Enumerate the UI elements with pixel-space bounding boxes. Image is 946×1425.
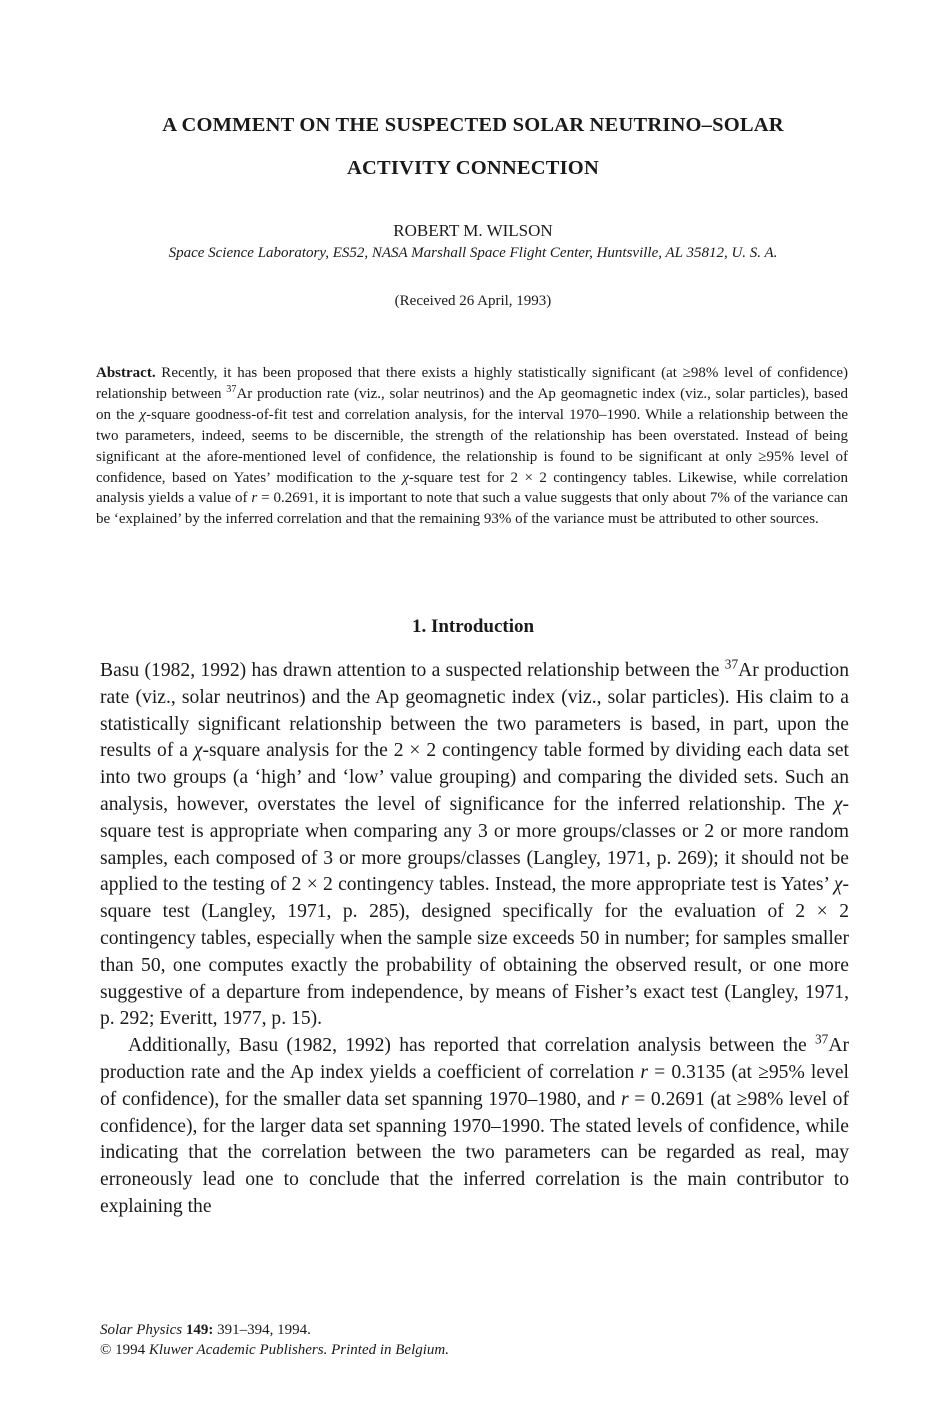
paragraph-text: -square analysis for the 2 × 2 contingency table formed by dividing each data set into two groups (a ‘high’ and ‘low’ value grouping) and comparing the divided sets. Such an analysis, however, overstates the level of significance for the inferred relationship. The — [100, 740, 849, 815]
abstract-text: -square goodness-of-fit test and correlation analysis, for the interval 1970–1990. While a relationship between the two parameters, indeed, seems to be discernible, the strength of the relationship has been overstated. Instead of being significant at the afore-mentioned level of confidence, the relationship is found to be significant at only ≥95% level of confidence, based on Yates’ modification to the — [96, 406, 848, 486]
paragraph-text: = 0.3135 (at ≥95% level of confidence), for the smaller data set spanning 1970–1980, and — [100, 1061, 849, 1110]
paragraph-2 — [100, 1033, 849, 1221]
publisher-name: Kluwer Academic Publishers. Printed in Belgium. — [148, 1342, 450, 1358]
journal-pages: 391–394, 1994. — [213, 1322, 311, 1338]
superscript: 37 — [815, 1031, 829, 1047]
paragraph-text: Ar production rate (viz., solar neutrinos) and the Ap geomagnetic index (viz., solar particles). His claim to a statistically significant relationship between the two parameters is based, in part, upon the results of a — [100, 660, 849, 762]
superscript: 37 — [724, 656, 739, 672]
paragraph-text: -square test (Langley, 1971, p. 285), designed specifically for the evaluation of 2 × 2 contingency tables, especially when the sample size exceeds 50 in number; for samples smaller than 50, one computes exactly the probability of obtaining the observed result, or one more suggestive of a departure from independence, by means of Fisher’s exact test (Langley, 1971, p. 292; Everitt, 1977, p. 15). — [100, 874, 849, 1030]
paragraph-text: Ar production rate and the Ap index yields a coefficient of correlation — [100, 1035, 849, 1083]
variable-r: r — [640, 1061, 649, 1083]
section-heading: 1. Introduction — [411, 616, 535, 637]
chi-symbol: χ — [833, 874, 843, 896]
page-footer — [100, 1320, 800, 1360]
superscript: 37 — [226, 383, 237, 395]
chi-symbol: χ — [833, 793, 843, 815]
abstract-text: = 0.2691, it is important to note that such a value suggests that only about 7% of the variance can be ‘explained’ by the inferred correlation and that the remaining 93% of the variance must be attributed to other sources. — [96, 490, 848, 528]
copyright-symbol: © 1994 — [100, 1342, 149, 1358]
variable-r: r — [620, 1088, 629, 1110]
abstract-text: -square test for 2 × 2 contingency tables. Likewise, while correlation analysis yields a value of — [96, 469, 848, 507]
abstract — [96, 363, 848, 530]
abstract-text: Recently, it has been proposed that there exists a highly statistically significant (at ≥98% level of confidence) relationship between — [96, 365, 848, 402]
chi-symbol: χ — [193, 740, 203, 762]
paragraph-1 — [100, 658, 849, 1033]
variable-r: r — [251, 490, 258, 507]
author-affiliation: Space Science Laboratory, ES52, NASA Marshall Space Flight Center, Huntsville, AL 35812, U. S. A. — [168, 245, 778, 261]
copyright-line — [100, 1340, 800, 1360]
paragraph-text: Basu (1982, 1992) has drawn attention to a suspected relationship between the — [100, 660, 725, 681]
citation-line — [100, 1320, 800, 1340]
received-date: (Received 26 April, 1993) — [394, 293, 552, 309]
title-line-2: ACTIVITY CONNECTION — [347, 157, 599, 179]
journal-name: Solar Physics — [100, 1322, 183, 1338]
paragraph-text: -square test is appropriate when comparing any 3 or more groups/classes or 2 or more random samples, each composed of 3 or more groups/classes (Langley, 1971, p. 269); it should not be applied to the testing of 2 × 2 contingency tables. Instead, the more appropriate test is Yates’ — [100, 793, 849, 896]
paper-title — [60, 104, 886, 190]
paragraph-text: = 0.2691 (at ≥98% level of confidence), for the larger data set spanning 1970–1990. The stated levels of confidence, while indicating that the correlation between the two parameters can be regarded as real, may erroneously lead one to conclude that the inferred correlation is the main contributor to explaining the — [100, 1088, 850, 1217]
journal-volume: 149: — [182, 1322, 214, 1338]
chi-symbol: χ — [402, 469, 409, 486]
title-line-1: A COMMENT ON THE SUSPECTED SOLAR NEUTRINO–SOLAR — [162, 114, 784, 136]
abstract-text: Ar production rate (viz., solar neutrinos) and the Ap geomagnetic index (viz., solar particles), based on the — [96, 385, 848, 423]
author-name: ROBERT M. WILSON — [393, 221, 553, 240]
chi-symbol: χ — [139, 406, 147, 423]
abstract-label: Abstract. — [96, 365, 156, 381]
body-text — [100, 658, 849, 1221]
paragraph-text: Additionally, Basu (1982, 1992) has reported that correlation analysis between the — [128, 1035, 815, 1057]
